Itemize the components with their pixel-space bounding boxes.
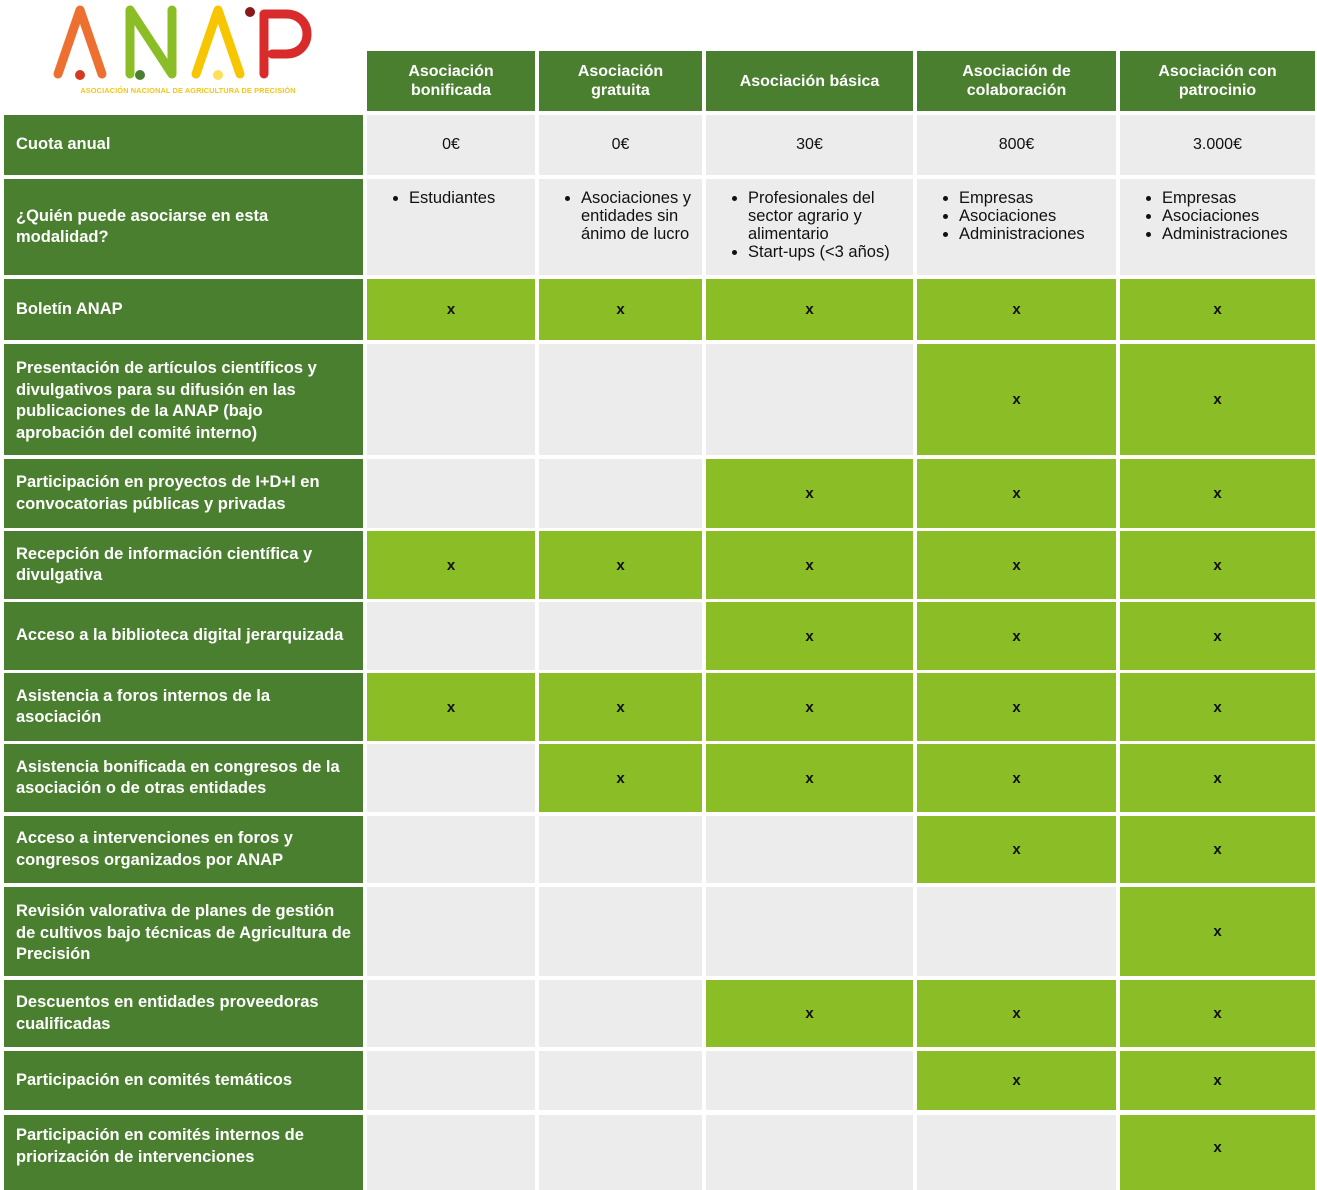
row-label-who bbox=[4, 179, 363, 275]
benefit-empty-cell bbox=[367, 459, 535, 528]
logo-subtitle: ASOCIACIÓN NACIONAL DE AGRICULTURA DE PRECISIÓN bbox=[80, 86, 296, 95]
fee-value: 0€ bbox=[611, 136, 630, 153]
benefit-empty-cell bbox=[706, 887, 913, 976]
fee-value: 800€ bbox=[998, 136, 1035, 153]
eligibility-item: • Asociaciones bbox=[1162, 207, 1288, 225]
benefit-label bbox=[4, 602, 363, 670]
benefit-label-text: Participación en proyectos de I+D+I en convocatorias públicas y privadas bbox=[16, 473, 320, 513]
benefit-included-cell bbox=[1120, 279, 1315, 340]
benefit-empty-cell bbox=[539, 344, 702, 455]
benefit-included-cell bbox=[917, 673, 1116, 741]
benefit-included-cell bbox=[706, 279, 913, 340]
benefit-label bbox=[4, 531, 363, 599]
fee-value: 30€ bbox=[796, 136, 823, 153]
benefit-included-cell bbox=[917, 602, 1116, 670]
eligibility-item: • Empresas bbox=[959, 189, 1085, 207]
benefit-included-cell bbox=[706, 531, 913, 599]
column-header bbox=[539, 51, 702, 111]
check-mark-icon: x bbox=[1213, 627, 1222, 645]
benefit-label-text: Presentación de artículos científicos y divulgativos para su difusión en las publicaciones de la ANAP (bajo aprobación del comité interno) bbox=[16, 359, 317, 442]
fee-cell bbox=[706, 115, 913, 175]
benefit-empty-cell bbox=[706, 816, 913, 883]
column-header-label: Asociación básica bbox=[739, 72, 880, 90]
column-header-label: Asociación de colaboración bbox=[962, 63, 1071, 99]
check-mark-icon: x bbox=[1213, 391, 1222, 408]
check-mark-icon: x bbox=[446, 556, 456, 574]
anap-logo bbox=[50, 2, 320, 102]
check-mark-icon: x bbox=[1012, 627, 1021, 645]
check-mark-icon: x bbox=[805, 1005, 814, 1022]
benefit-label bbox=[4, 459, 363, 528]
column-header bbox=[706, 51, 913, 111]
benefit-included-cell bbox=[1120, 531, 1315, 599]
check-mark-icon: x bbox=[1012, 301, 1021, 318]
benefit-empty-cell bbox=[539, 1115, 702, 1190]
benefit-included-cell bbox=[917, 279, 1116, 340]
benefit-empty-cell bbox=[539, 602, 702, 670]
column-header-label: Asociación bonificada bbox=[408, 63, 494, 99]
benefit-included-cell bbox=[706, 980, 913, 1047]
benefit-empty-cell bbox=[539, 1051, 702, 1110]
benefit-included-cell bbox=[1120, 980, 1315, 1047]
eligibility-item: • Empresas bbox=[1162, 189, 1288, 207]
row-label-text: Cuota anual bbox=[16, 135, 111, 154]
check-mark-icon: x bbox=[616, 556, 625, 574]
benefit-included-cell bbox=[1120, 887, 1315, 976]
check-mark-icon: x bbox=[616, 769, 625, 787]
eligibility-item: • Asociaciones y entidades sin ánimo de lucro bbox=[581, 189, 692, 243]
benefit-label-text: Descuentos en entidades proveedoras cualificadas bbox=[16, 993, 319, 1033]
benefit-empty-cell bbox=[917, 887, 1116, 976]
check-mark-icon: x bbox=[805, 556, 814, 574]
benefit-empty-cell bbox=[367, 887, 535, 976]
benefit-empty-cell bbox=[367, 1115, 535, 1190]
benefit-label-text: Acceso a intervenciones en foros y congresos organizados por ANAP bbox=[16, 829, 293, 869]
benefit-empty-cell bbox=[367, 1051, 535, 1110]
benefit-included-cell bbox=[1120, 673, 1315, 741]
check-mark-icon: x bbox=[1012, 1072, 1021, 1089]
check-mark-icon: x bbox=[1213, 923, 1222, 940]
check-mark-icon: x bbox=[1213, 1005, 1222, 1022]
benefit-included-cell bbox=[1120, 1115, 1315, 1190]
check-mark-icon: x bbox=[805, 485, 814, 502]
eligibility-cell bbox=[367, 179, 535, 275]
check-mark-icon: x bbox=[805, 769, 814, 787]
eligibility-item: • Profesionales del sector agrario y alimentario bbox=[748, 189, 903, 243]
column-header bbox=[367, 51, 535, 111]
benefit-empty-cell bbox=[367, 344, 535, 455]
benefit-included-cell bbox=[917, 744, 1116, 812]
benefit-empty-cell bbox=[367, 980, 535, 1047]
benefit-label-text: Revisión valorativa de planes de gestión de cultivos bajo técnicas de Agricultura de Precisión bbox=[16, 902, 351, 963]
column-header bbox=[917, 51, 1116, 111]
eligibility-item: • Estudiantes bbox=[409, 189, 495, 207]
check-mark-icon: x bbox=[1012, 769, 1021, 787]
eligibility-item: • Start-ups (<3 años) bbox=[748, 243, 903, 261]
benefit-label-text: Participación en comités internos de priorización de intervenciones bbox=[16, 1126, 304, 1166]
benefit-empty-cell bbox=[917, 1115, 1116, 1190]
benefit-empty-cell bbox=[367, 602, 535, 670]
benefit-empty-cell bbox=[539, 459, 702, 528]
eligibility-cell bbox=[539, 179, 702, 275]
eligibility-list bbox=[539, 189, 692, 243]
check-mark-icon: x bbox=[1213, 1139, 1222, 1156]
check-mark-icon: x bbox=[1213, 556, 1222, 574]
benefit-included-cell bbox=[706, 744, 913, 812]
check-mark-icon: x bbox=[616, 698, 625, 716]
check-mark-icon: x bbox=[1012, 1005, 1021, 1022]
benefit-empty-cell bbox=[706, 1115, 913, 1190]
eligibility-list bbox=[367, 189, 495, 207]
benefit-label-text: Asistencia bonificada en congresos de la asociación o de otras entidades bbox=[16, 757, 340, 797]
check-mark-icon: x bbox=[1213, 1072, 1222, 1089]
check-mark-icon: x bbox=[1012, 841, 1021, 858]
benefit-label bbox=[4, 887, 363, 976]
benefit-empty-cell bbox=[706, 1051, 913, 1110]
eligibility-item: • Asociaciones bbox=[959, 207, 1085, 225]
benefit-included-cell bbox=[539, 744, 702, 812]
eligibility-item: • Administraciones bbox=[1162, 225, 1288, 243]
benefit-label bbox=[4, 1115, 363, 1190]
benefit-included-cell bbox=[1120, 816, 1315, 883]
benefit-included-cell bbox=[1120, 459, 1315, 528]
benefit-included-cell bbox=[706, 459, 913, 528]
anap-logo-mark-icon bbox=[50, 2, 320, 86]
benefit-included-cell bbox=[1120, 1051, 1315, 1110]
benefit-included-cell bbox=[539, 673, 702, 741]
benefit-empty-cell bbox=[539, 887, 702, 976]
check-mark-icon: x bbox=[1012, 698, 1021, 716]
fee-cell bbox=[1120, 115, 1315, 175]
fee-cell bbox=[539, 115, 702, 175]
column-header-label: Asociación con patrocinio bbox=[1158, 63, 1277, 99]
benefit-empty-cell bbox=[367, 744, 535, 812]
eligibility-cell bbox=[706, 179, 913, 275]
benefit-label bbox=[4, 344, 363, 455]
row-label-fee bbox=[4, 115, 363, 175]
eligibility-list bbox=[1120, 189, 1288, 243]
check-mark-icon: x bbox=[1012, 485, 1021, 502]
benefit-included-cell bbox=[706, 602, 913, 670]
benefit-included-cell bbox=[367, 531, 535, 599]
check-mark-icon: x bbox=[805, 627, 814, 645]
benefit-label bbox=[4, 673, 363, 741]
benefit-label-text: Participación en comités temáticos bbox=[16, 1070, 293, 1089]
fee-cell bbox=[367, 115, 535, 175]
check-mark-icon: x bbox=[1012, 556, 1021, 574]
fee-cell bbox=[917, 115, 1116, 175]
eligibility-cell bbox=[917, 179, 1116, 275]
check-mark-icon: x bbox=[805, 301, 814, 318]
column-header bbox=[1120, 51, 1315, 111]
check-mark-icon: x bbox=[1213, 301, 1222, 318]
benefit-included-cell bbox=[539, 279, 702, 340]
benefit-included-cell bbox=[917, 459, 1116, 528]
benefit-label-text: Boletín ANAP bbox=[16, 299, 123, 318]
benefit-label-text: Recepción de información científica y divulgativa bbox=[16, 544, 313, 584]
fee-value: 3.000€ bbox=[1193, 136, 1242, 153]
row-label-text: ¿Quién puede asociarse en esta modalidad? bbox=[16, 206, 269, 246]
eligibility-item: • Administraciones bbox=[959, 225, 1085, 243]
check-mark-icon: x bbox=[1213, 485, 1222, 502]
check-mark-icon: x bbox=[1213, 698, 1222, 716]
benefit-included-cell bbox=[917, 531, 1116, 599]
check-mark-icon: x bbox=[1012, 391, 1021, 408]
benefit-included-cell bbox=[917, 344, 1116, 455]
eligibility-cell bbox=[1120, 179, 1315, 275]
fee-value: 0€ bbox=[442, 136, 460, 153]
benefit-empty-cell bbox=[539, 816, 702, 883]
benefit-label bbox=[4, 1051, 363, 1110]
benefit-included-cell bbox=[706, 673, 913, 741]
benefit-empty-cell bbox=[367, 816, 535, 883]
benefit-included-cell bbox=[367, 279, 535, 340]
eligibility-list bbox=[706, 189, 903, 261]
benefit-label bbox=[4, 980, 363, 1047]
benefit-label bbox=[4, 816, 363, 883]
check-mark-icon: x bbox=[446, 698, 456, 716]
benefit-empty-cell bbox=[539, 980, 702, 1047]
benefit-label bbox=[4, 279, 363, 340]
check-mark-icon: x bbox=[616, 301, 625, 318]
benefit-included-cell bbox=[539, 531, 702, 599]
benefit-included-cell bbox=[917, 816, 1116, 883]
check-mark-icon: x bbox=[1213, 769, 1222, 787]
benefit-included-cell bbox=[917, 1051, 1116, 1110]
benefit-label bbox=[4, 744, 363, 812]
benefit-empty-cell bbox=[706, 344, 913, 455]
benefit-included-cell bbox=[917, 980, 1116, 1047]
check-mark-icon: x bbox=[446, 301, 456, 318]
column-header-label: Asociación gratuita bbox=[577, 63, 664, 99]
benefit-label-text: Asistencia a foros internos de la asociación bbox=[16, 686, 270, 726]
benefit-included-cell bbox=[1120, 344, 1315, 455]
benefit-included-cell bbox=[1120, 744, 1315, 812]
benefit-included-cell bbox=[367, 673, 535, 741]
check-mark-icon: x bbox=[1213, 841, 1222, 858]
benefit-included-cell bbox=[1120, 602, 1315, 670]
eligibility-list bbox=[917, 189, 1085, 243]
check-mark-icon: x bbox=[805, 698, 814, 716]
benefit-label-text: Acceso a la biblioteca digital jerarquizada bbox=[16, 626, 344, 645]
